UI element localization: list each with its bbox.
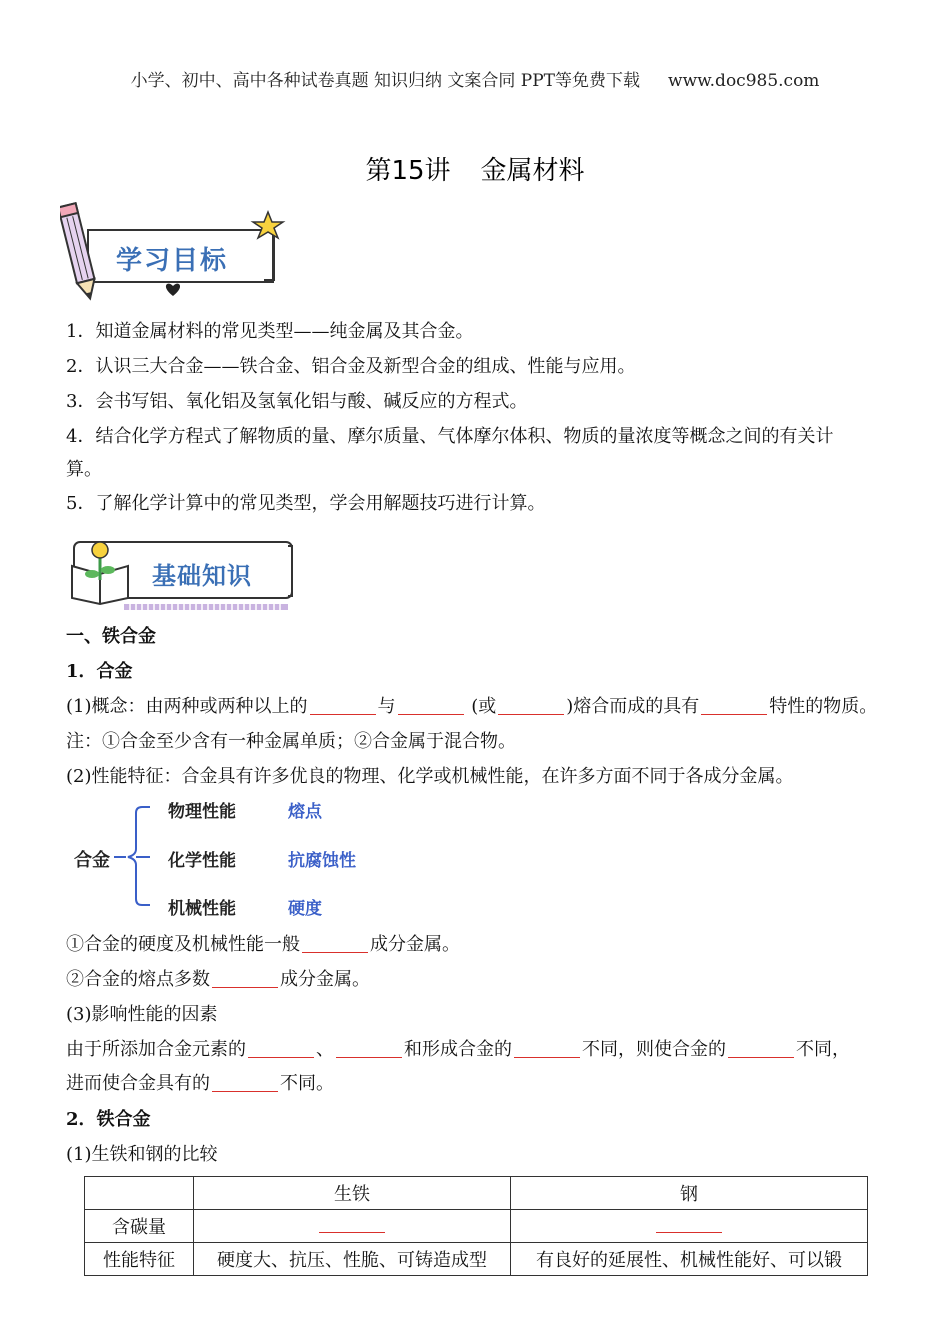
factors-line: 由于所添加合金元素的 、 和形成合金的 不同，则使合金的 不同， [66, 1039, 850, 1060]
note-line: 注：①合金至少含有一种金属单质；②合金属于混合物。 [66, 731, 516, 752]
table-row-label: 性能特征 [85, 1243, 194, 1276]
answer-blank[interactable] [498, 696, 564, 715]
answer-blank[interactable] [319, 1214, 385, 1233]
top-banner [0, 66, 950, 91]
answer-blank[interactable] [514, 1039, 580, 1058]
answer-blank[interactable] [248, 1039, 314, 1058]
objectives-badge [60, 200, 290, 305]
table-header-row [85, 1177, 868, 1210]
table-header-cell [85, 1177, 194, 1210]
tree-branch-label: 机械性能 [168, 899, 236, 919]
compare-title: (1)生铁和钢的比较 [66, 1144, 218, 1165]
answer-blank[interactable] [212, 969, 278, 988]
table-row-label: 含碳量 [85, 1210, 194, 1243]
basics-badge-label: 基础知识 [152, 562, 252, 590]
tree-bracket [70, 795, 490, 925]
table-cell: 硬度大、抗压、性脆、可铸造成型 [194, 1243, 511, 1276]
performance-line: (2)性能特征：合金具有许多优良的物理、化学或机械性能，在许多方面不同于各成分金属。 [66, 766, 794, 787]
objective-item: 1．知道金属材料的常见类型——纯金属及其合金。 [66, 321, 474, 342]
factors-heading: (3)影响性能的因素 [66, 1004, 218, 1025]
table-header-cell: 生铁 [194, 1177, 511, 1210]
objective-item: 5．了解化学计算中的常见类型，学会用解题技巧进行计算。 [66, 493, 546, 514]
table-row [85, 1210, 868, 1243]
iron-steel-table [84, 1176, 868, 1276]
lecture-number: 第15讲 [365, 156, 451, 186]
tree-branch-value: 硬度 [288, 899, 322, 919]
table-cell [194, 1210, 511, 1243]
answer-blank[interactable] [701, 696, 767, 715]
basics-badge [64, 536, 296, 616]
objective-item: 2．认识三大合金——铁合金、铝合金及新型合金的组成、性能与应用。 [66, 356, 636, 377]
table-cell [511, 1210, 868, 1243]
melting-line: ②合金的熔点多数 成分金属。 [66, 969, 370, 990]
table-cell: 有良好的延展性、机械性能好、可以锻 [511, 1243, 868, 1276]
answer-blank[interactable] [212, 1073, 278, 1092]
lecture-topic: 金属材料 [480, 156, 585, 186]
tree-branch-label: 化学性能 [168, 851, 236, 871]
tree-branch-label: 物理性能 [168, 802, 236, 822]
tree-root: 合金 [74, 850, 110, 871]
tree-branch-value: 熔点 [288, 802, 322, 822]
answer-blank[interactable] [728, 1039, 794, 1058]
concept-line: (1)概念：由两种或两种以上的 与 (或 )熔合而成的具有 特性的物质。 [66, 696, 878, 717]
banner-url[interactable]: www.doc985.com [668, 71, 820, 91]
section-heading: 一、铁合金 [66, 626, 156, 647]
hardness-line: ①合金的硬度及机械性能一般 成分金属。 [66, 934, 460, 955]
objective-item: 3．会书写铝、氧化铝及氢氧化铝与酸、碱反应的方程式。 [66, 391, 528, 412]
subsection-heading: 2．铁合金 [66, 1109, 151, 1130]
objective-item: 4．结合化学方程式了解物质的量、摩尔质量、气体摩尔体积、物质的量浓度等概念之间的有关计 [66, 426, 834, 447]
table-header-cell: 钢 [511, 1177, 868, 1210]
page-title [0, 150, 950, 187]
tree-branch-value: 抗腐蚀性 [288, 851, 356, 871]
subsection-heading: 1．合金 [66, 661, 133, 682]
banner-text: 小学、初中、高中各种试卷真题 知识归纳 文案合同 PPT等免费下载 [130, 71, 641, 91]
answer-blank[interactable] [398, 696, 464, 715]
objectives-badge-label: 学习目标 [116, 246, 229, 276]
factors-line-2: 进而使合金具有的 不同。 [66, 1073, 334, 1094]
alloy-property-tree [70, 795, 490, 925]
answer-blank[interactable] [302, 934, 368, 953]
answer-blank[interactable] [656, 1214, 722, 1233]
answer-blank[interactable] [336, 1039, 402, 1058]
answer-blank[interactable] [310, 696, 376, 715]
objective-item-continued: 算。 [66, 459, 102, 480]
table-row [85, 1243, 868, 1276]
